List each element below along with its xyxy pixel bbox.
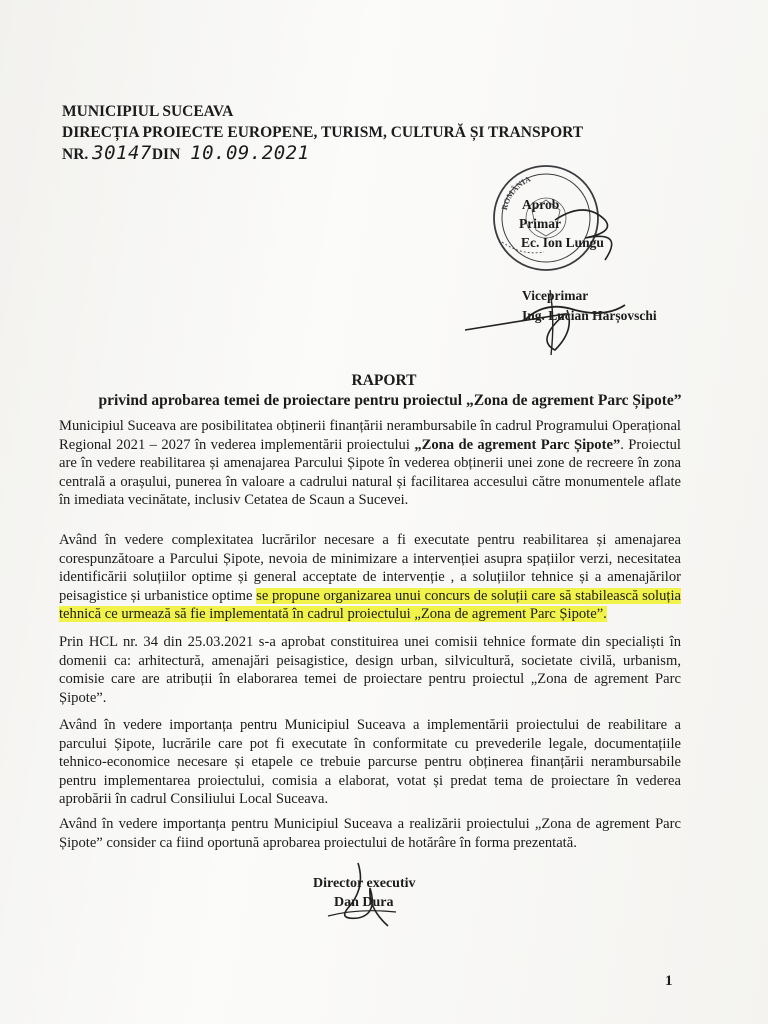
mayor-label: Primar [519, 216, 561, 231]
paragraph-5: Având în vedere importanța pentru Municipiul Suceava a realizării proiectului „Zona de agrement Parc Șipote” consider ca fiind oportună aprobarea proiectului de hotărâre în forma prezentată. [59, 816, 681, 851]
report-subtitle: privind aprobarea temei de proiectare pentru proiectul „Zona de agrement Parc Șipote” [98, 392, 682, 409]
highlighted-proposal: se propune organizarea unui concurs de soluții care să stabilească soluția tehnică ce urmează să fie implementată în cadrul proiectului „Zona de agrement Parc Șipote”. [59, 587, 681, 623]
paragraph-3: Prin HCL nr. 34 din 25.03.2021 s-a aprobat constituirea unei comisii tehnice formate din specialiști în domenii ca: arhitectură, amenajări peisagistice, design urban, silvicultură, societate civilă, urbanism, comisie care are atribuții în elaborarea temei de proiectare pentru proiectul „Zona de agrement Parc Șipote”. [59, 634, 681, 706]
project-name-bold: „Zona de agrement Parc Șipote” [414, 436, 621, 453]
paragraph-2-text: Având în vedere complexitatea lucrărilor necesare a fi executate pentru reabilitarea și amenajarea corespunzătoare a Parcului Șipote, nevoia de minimizare a intervenției asupra spațiilor verzi, necesitatea identificării soluțiilor optime și general acceptate de intervenție , a soluțiilor tehnice și a amenajărilor peisagistice și urbanistice optime [59, 532, 681, 604]
header-institution: MUNICIPIUL SUCEAVA [62, 103, 234, 120]
page-number: 1 [665, 973, 673, 989]
report-title: RAPORT [351, 372, 417, 389]
header-registration [62, 143, 310, 165]
date-handwritten-value: 10.09.2021 [190, 142, 310, 164]
approve-label: Aprob [522, 197, 560, 212]
din-label: DIN [151, 146, 181, 163]
director-name: Dan Dura [334, 895, 394, 910]
director-signature [318, 858, 408, 938]
mayor-name: Ec. Ion Lungu [521, 235, 604, 250]
paragraph-1-text-a: Municipiul Suceava are posibilitatea obținerii finanțării nerambursabile în cadrul Programului Operațional Regional 2021 – 2027 în vederea implementării proiectului [59, 418, 681, 453]
director-role: Director executiv [313, 876, 416, 891]
paragraph-4: Având în vedere importanța pentru Municipiul Suceava a implementării proiectului de reabilitare a parcului Șipote, lucrările care pot fi executate în conformitate cu prevederile legale, documentațiile tehnico-economice necesare și etapele ce trebuie parcurse pentru obținerea finanțării nerambursabile pentru implementarea proiectului, comisia a elaborat, votat și predat tema de proiectare în vederea aprobării în cadrul Consiliului Local Suceava. [59, 717, 681, 808]
deputy-mayor-name: Ing. Lucian Harșovschi [522, 308, 657, 323]
nr-label: NR. [62, 146, 89, 163]
paragraph-1 [59, 417, 681, 510]
header-directorate: DIRECȚIA PROIECTE EUROPENE, TURISM, CULTURĂ ȘI TRANSPORT [62, 124, 584, 141]
paragraph-1-text-b: . Proiectul are în vedere reabilitarea și amenajarea Parcului Șipote în vederea obținerii unei zone de recreere în zona centrală a orașului, punerea în valoare a cadrului natural și facilitarea accesului către monumentele aflate în imediata vecinătate, inclusiv Cetatea de Scaun a Sucevei. [59, 436, 681, 509]
stamp-text: ROMÂNIA [499, 174, 533, 212]
nr-handwritten-value: 30147 [92, 142, 152, 164]
paragraph-2 [59, 531, 681, 624]
deputy-mayor-label: Viceprimar [522, 288, 589, 303]
signature-mayor-and-deputy [455, 180, 695, 370]
